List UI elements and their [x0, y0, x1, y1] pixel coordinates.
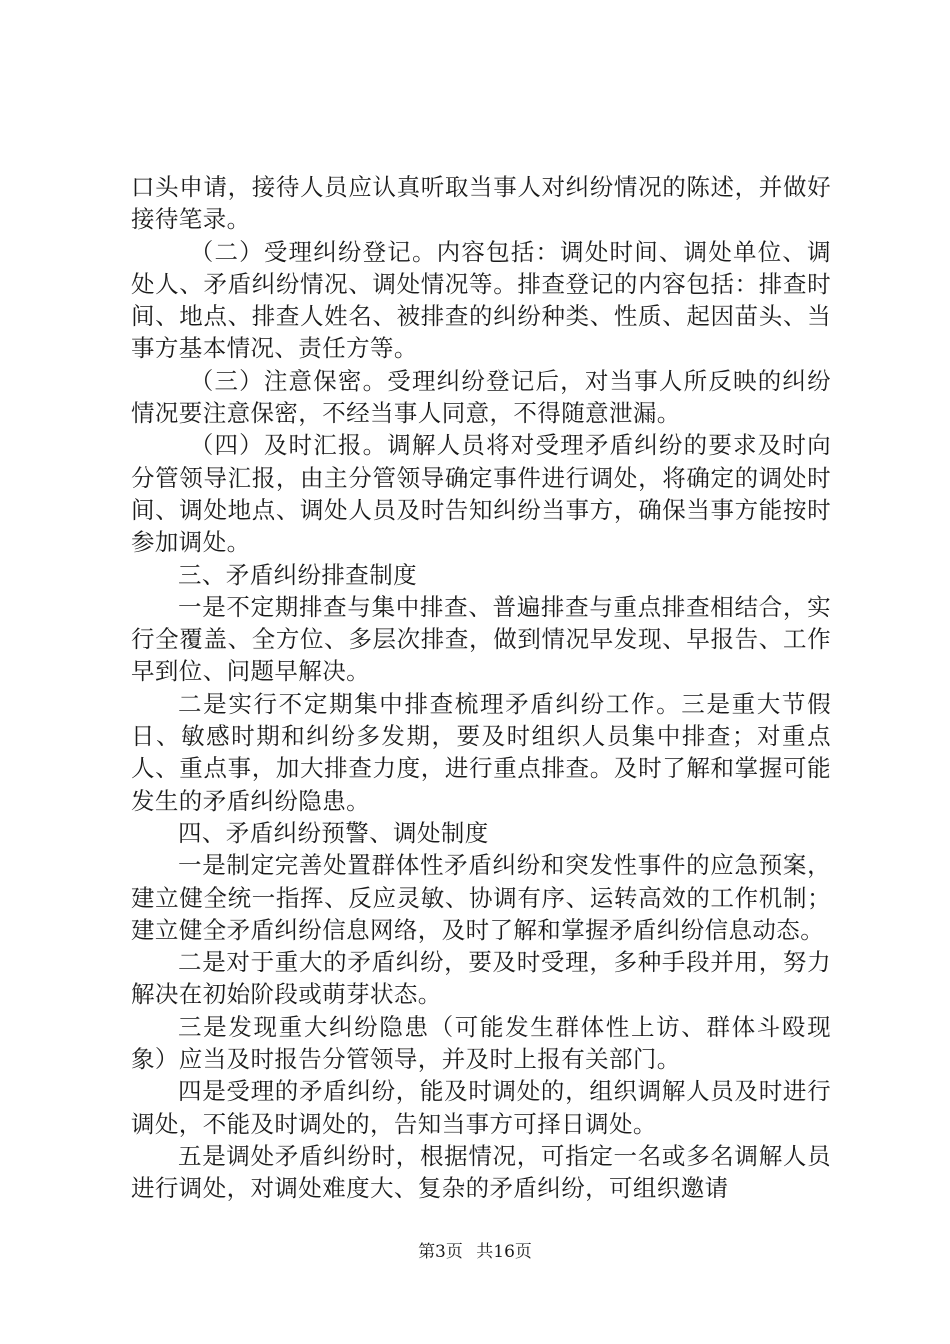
paragraph-section4-point4: 四是受理的矛盾纠纷，能及时调处的，组织调解人员及时进行调处，不能及时调处的，告知当事方可择日调处。 [131, 1077, 831, 1138]
section-heading-3: 三、矛盾纠纷排查制度 [178, 560, 417, 589]
page-footer [0, 1241, 950, 1263]
paragraph-section3-point2: 二是实行不定期集中排查梳理矛盾纠纷工作。三是重大节假日、敏感时期和纠纷多发期，要及时组织人员集中排查；对重点人、重点事，加大排查力度，进行重点排查。及时了解和掌握可能发生的矛盾纠纷隐患。 [131, 689, 831, 815]
page-number: 第3页 [418, 1242, 463, 1262]
page-total: 共16页 [476, 1242, 532, 1262]
paragraph-section3-point1: 一是不定期排查与集中排查、普遍排查与重点排查相结合，实行全覆盖、全方位、多层次排查，做到情况早发现、早报告、工作早到位、问题早解决。 [131, 592, 831, 686]
paragraph-section4-point2: 二是对于重大的矛盾纠纷，要及时受理，多种手段并用，努力解决在初始阶段或萌芽状态。 [131, 948, 831, 1009]
paragraph-item-4: （四）及时汇报。调解人员将对受理矛盾纠纷的要求及时向分管领导汇报，由主分管领导确定事件进行调处，将确定的调处时间、调处地点、调处人员及时告知纠纷当事方，确保当事方能按时参加调处。 [131, 431, 831, 557]
paragraph-section4-point5: 五是调处矛盾纠纷时，根据情况，可指定一名或多名调解人员进行调处，对调处难度大、复杂的矛盾纠纷，可组织邀请 [131, 1141, 831, 1203]
document-body [131, 171, 831, 1205]
paragraph-item-2: （二）受理纠纷登记。内容包括：调处时间、调处单位、调处人、矛盾纠纷情况、调处情况等。排查登记的内容包括：排查时间、地点、排查人姓名、被排查的纠纷种类、性质、起因苗头、当事方基本情况、责任方等。 [131, 237, 831, 363]
paragraph-item-3: （三）注意保密。受理纠纷登记后，对当事人所反映的纠纷情况要注意保密，不经当事人同意，不得随意泄漏。 [131, 366, 831, 428]
paragraph-continuation: 口头申请，接待人员应认真听取当事人对纠纷情况的陈述，并做好接待笔录。 [131, 173, 831, 234]
paragraph-section4-point3: 三是发现重大纠纷隐患（可能发生群体性上访、群体斗殴现象）应当及时报告分管领导，并及时上报有关部门。 [131, 1012, 831, 1074]
paragraph-section4-point1: 一是制定完善处置群体性矛盾纠纷和突发性事件的应急预案，建立健全统一指挥、反应灵敏、协调有序、运转高效的工作机制；建立健全矛盾纠纷信息网络，及时了解和掌握矛盾纠纷信息动态。 [131, 851, 831, 944]
section-heading-4: 四、矛盾纠纷预警、调处制度 [178, 818, 489, 847]
